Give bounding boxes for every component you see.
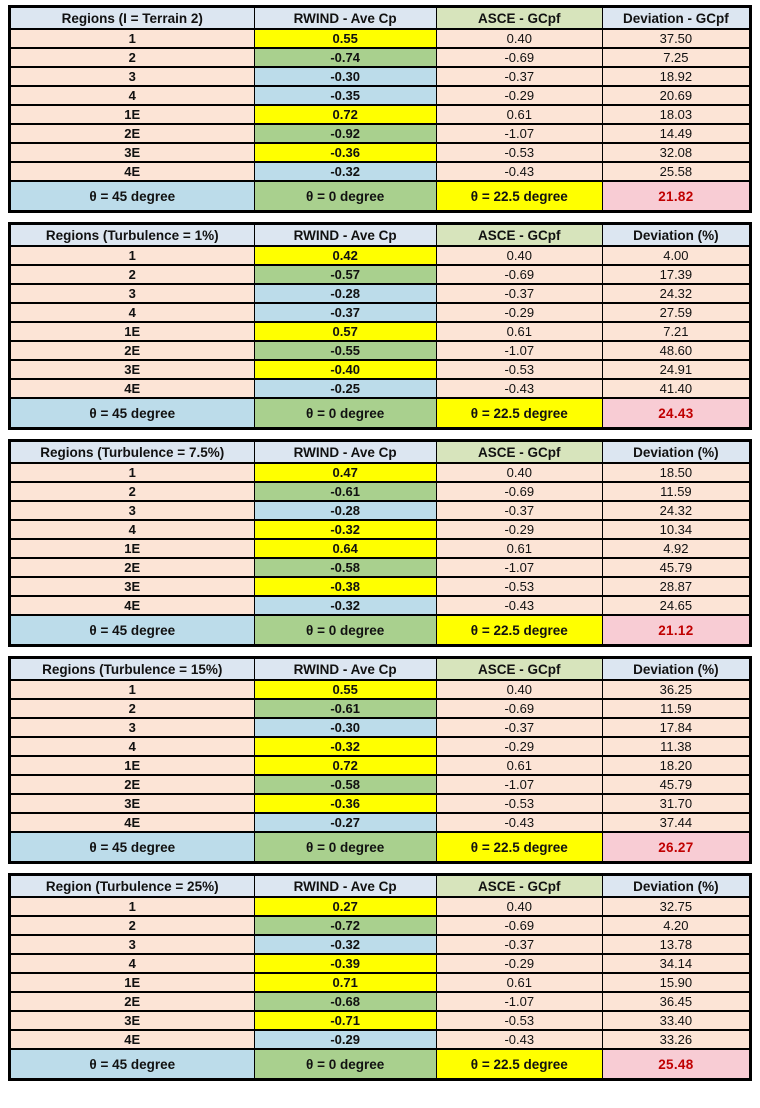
deviation-cell: 31.70 (602, 794, 750, 813)
table-row (10, 48, 751, 67)
rwind-column-header: RWIND - Ave Cp (254, 658, 436, 681)
table-row (10, 1011, 751, 1030)
rwind-cp-cell: -0.38 (254, 577, 436, 596)
region-cell: 4E (10, 162, 255, 181)
table-row (10, 360, 751, 379)
table-row (10, 680, 751, 699)
theta-0-degree-cell: θ = 0 degree (254, 181, 436, 212)
asce-gcpf-cell: -0.37 (436, 935, 602, 954)
deviation-cell: 18.20 (602, 756, 750, 775)
deviation-cell: 36.25 (602, 680, 750, 699)
asce-column-header: ASCE - GCpf (436, 658, 602, 681)
asce-gcpf-cell: -0.43 (436, 379, 602, 398)
table-row (10, 284, 751, 303)
table-row (10, 718, 751, 737)
rwind-cp-cell: -0.74 (254, 48, 436, 67)
table-row (10, 1030, 751, 1049)
table-row (10, 67, 751, 86)
regions-column-header: Regions (Turbulence = 15%) (10, 658, 255, 681)
theta-22-5-degree-cell: θ = 22.5 degree (436, 181, 602, 212)
theta-22-5-degree-cell: θ = 22.5 degree (436, 615, 602, 646)
asce-gcpf-cell: 0.61 (436, 105, 602, 124)
asce-gcpf-cell: -0.69 (436, 265, 602, 284)
asce-gcpf-cell: -0.29 (436, 954, 602, 973)
region-cell: 1 (10, 463, 255, 482)
table-row (10, 29, 751, 48)
cp-comparison-table-5 (8, 873, 752, 1081)
asce-gcpf-cell: 0.40 (436, 463, 602, 482)
asce-gcpf-cell: -0.69 (436, 699, 602, 718)
theta-0-degree-cell: θ = 0 degree (254, 832, 436, 863)
region-cell: 4E (10, 813, 255, 832)
region-cell: 4 (10, 737, 255, 756)
region-cell: 4E (10, 596, 255, 615)
asce-gcpf-cell: -0.53 (436, 577, 602, 596)
table-row (10, 246, 751, 265)
rwind-cp-cell: -0.27 (254, 813, 436, 832)
deviation-cell: 45.79 (602, 558, 750, 577)
asce-gcpf-cell: -0.43 (436, 596, 602, 615)
asce-gcpf-cell: -0.37 (436, 718, 602, 737)
asce-gcpf-cell: -1.07 (436, 558, 602, 577)
deviation-cell: 4.00 (602, 246, 750, 265)
cp-comparison-table-3 (8, 439, 752, 647)
theta-22-5-degree-cell: θ = 22.5 degree (436, 398, 602, 429)
region-cell: 2E (10, 341, 255, 360)
asce-gcpf-cell: -0.53 (436, 143, 602, 162)
asce-gcpf-cell: -0.53 (436, 360, 602, 379)
rwind-cp-cell: -0.28 (254, 284, 436, 303)
region-cell: 1E (10, 973, 255, 992)
table-row (10, 86, 751, 105)
asce-gcpf-cell: -0.29 (436, 737, 602, 756)
rwind-column-header: RWIND - Ave Cp (254, 875, 436, 898)
rwind-cp-cell: -0.35 (254, 86, 436, 105)
footer-row (10, 181, 751, 212)
table-row (10, 322, 751, 341)
asce-gcpf-cell: -0.43 (436, 1030, 602, 1049)
asce-gcpf-cell: -0.53 (436, 1011, 602, 1030)
deviation-cell: 36.45 (602, 992, 750, 1011)
rwind-cp-cell: -0.40 (254, 360, 436, 379)
footer-row (10, 1049, 751, 1080)
rwind-cp-cell: -0.92 (254, 124, 436, 143)
table-row (10, 737, 751, 756)
deviation-cell: 18.92 (602, 67, 750, 86)
asce-gcpf-cell: -0.43 (436, 813, 602, 832)
region-cell: 4 (10, 303, 255, 322)
region-cell: 3E (10, 794, 255, 813)
region-cell: 3 (10, 284, 255, 303)
region-cell: 3 (10, 501, 255, 520)
deviation-cell: 24.32 (602, 284, 750, 303)
rwind-cp-cell: -0.36 (254, 143, 436, 162)
theta-0-degree-cell: θ = 0 degree (254, 1049, 436, 1080)
asce-column-header: ASCE - GCpf (436, 441, 602, 464)
region-cell: 4 (10, 954, 255, 973)
header-row (10, 441, 751, 464)
asce-gcpf-cell: 0.40 (436, 897, 602, 916)
table-row (10, 973, 751, 992)
region-cell: 2 (10, 482, 255, 501)
theta-0-degree-cell: θ = 0 degree (254, 615, 436, 646)
deviation-cell: 48.60 (602, 341, 750, 360)
table-row (10, 596, 751, 615)
rwind-cp-cell: 0.42 (254, 246, 436, 265)
asce-gcpf-cell: 0.40 (436, 246, 602, 265)
regions-column-header: Regions (Turbulence = 7.5%) (10, 441, 255, 464)
theta-45-degree-cell: θ = 45 degree (10, 615, 255, 646)
asce-gcpf-cell: -1.07 (436, 124, 602, 143)
theta-45-degree-cell: θ = 45 degree (10, 832, 255, 863)
region-cell: 3E (10, 577, 255, 596)
rwind-column-header: RWIND - Ave Cp (254, 441, 436, 464)
deviation-column-header: Deviation (%) (602, 441, 750, 464)
deviation-cell: 28.87 (602, 577, 750, 596)
region-cell: 3E (10, 1011, 255, 1030)
cp-comparison-table-4 (8, 656, 752, 864)
asce-gcpf-cell: -0.69 (436, 482, 602, 501)
asce-gcpf-cell: -0.29 (436, 303, 602, 322)
asce-gcpf-cell: 0.40 (436, 680, 602, 699)
regions-column-header: Regions (Turbulence = 1%) (10, 224, 255, 247)
table-row (10, 954, 751, 973)
region-cell: 2 (10, 699, 255, 718)
region-cell: 2E (10, 558, 255, 577)
table-row (10, 775, 751, 794)
deviation-cell: 10.34 (602, 520, 750, 539)
rwind-cp-cell: -0.36 (254, 794, 436, 813)
deviation-column-header: Deviation (%) (602, 875, 750, 898)
table-row (10, 756, 751, 775)
rwind-cp-cell: -0.58 (254, 558, 436, 577)
table-row (10, 992, 751, 1011)
rwind-cp-cell: -0.61 (254, 699, 436, 718)
region-cell: 3E (10, 360, 255, 379)
asce-gcpf-cell: 0.61 (436, 539, 602, 558)
deviation-cell: 45.79 (602, 775, 750, 794)
deviation-cell: 15.90 (602, 973, 750, 992)
footer-row (10, 398, 751, 429)
theta-22-5-degree-cell: θ = 22.5 degree (436, 1049, 602, 1080)
region-cell: 4E (10, 379, 255, 398)
deviation-cell: 4.92 (602, 539, 750, 558)
rwind-cp-cell: -0.61 (254, 482, 436, 501)
deviation-cell: 41.40 (602, 379, 750, 398)
table-row (10, 341, 751, 360)
deviation-cell: 11.59 (602, 699, 750, 718)
deviation-cell: 33.40 (602, 1011, 750, 1030)
deviation-cell: 11.59 (602, 482, 750, 501)
regions-column-header: Regions (I = Terrain 2) (10, 7, 255, 30)
rwind-cp-cell: 0.57 (254, 322, 436, 341)
deviation-cell: 20.69 (602, 86, 750, 105)
asce-column-header: ASCE - GCpf (436, 875, 602, 898)
header-row (10, 224, 751, 247)
rwind-cp-cell: -0.55 (254, 341, 436, 360)
deviation-column-header: Deviation (%) (602, 658, 750, 681)
rwind-cp-cell: -0.71 (254, 1011, 436, 1030)
region-cell: 4 (10, 86, 255, 105)
footer-row (10, 615, 751, 646)
asce-gcpf-cell: -0.37 (436, 284, 602, 303)
rwind-cp-cell: 0.55 (254, 29, 436, 48)
table-row (10, 897, 751, 916)
header-row (10, 658, 751, 681)
deviation-cell: 11.38 (602, 737, 750, 756)
asce-gcpf-cell: 0.61 (436, 973, 602, 992)
asce-gcpf-cell: -0.69 (436, 48, 602, 67)
deviation-column-header: Deviation - GCpf (602, 7, 750, 30)
rwind-cp-cell: -0.30 (254, 67, 436, 86)
rwind-cp-cell: -0.57 (254, 265, 436, 284)
region-cell: 1 (10, 680, 255, 699)
theta-45-degree-cell: θ = 45 degree (10, 1049, 255, 1080)
deviation-cell: 7.21 (602, 322, 750, 341)
rwind-cp-cell: 0.72 (254, 756, 436, 775)
asce-gcpf-cell: -0.37 (436, 67, 602, 86)
cp-comparison-table-2 (8, 222, 752, 430)
footer-row (10, 832, 751, 863)
rwind-column-header: RWIND - Ave Cp (254, 7, 436, 30)
deviation-cell: 24.65 (602, 596, 750, 615)
rwind-cp-cell: -0.30 (254, 718, 436, 737)
region-cell: 2E (10, 775, 255, 794)
rwind-cp-cell: -0.32 (254, 596, 436, 615)
table-row (10, 303, 751, 322)
table-row (10, 501, 751, 520)
table-row (10, 699, 751, 718)
deviation-cell: 37.50 (602, 29, 750, 48)
region-cell: 3 (10, 935, 255, 954)
asce-gcpf-cell: -0.37 (436, 501, 602, 520)
rwind-cp-cell: -0.29 (254, 1030, 436, 1049)
region-cell: 3 (10, 67, 255, 86)
region-cell: 1E (10, 756, 255, 775)
theta-45-degree-cell: θ = 45 degree (10, 181, 255, 212)
regions-column-header: Region (Turbulence = 25%) (10, 875, 255, 898)
table-row (10, 105, 751, 124)
deviation-cell: 4.20 (602, 916, 750, 935)
asce-gcpf-cell: -0.29 (436, 520, 602, 539)
deviation-cell: 24.91 (602, 360, 750, 379)
cp-comparison-table-1 (8, 5, 752, 213)
rwind-cp-cell: 0.27 (254, 897, 436, 916)
table-row (10, 520, 751, 539)
table-row (10, 265, 751, 284)
asce-gcpf-cell: -0.53 (436, 794, 602, 813)
average-deviation-cell: 24.43 (602, 398, 750, 429)
average-deviation-cell: 21.82 (602, 181, 750, 212)
average-deviation-cell: 25.48 (602, 1049, 750, 1080)
rwind-cp-cell: -0.32 (254, 520, 436, 539)
region-cell: 1E (10, 322, 255, 341)
deviation-cell: 14.49 (602, 124, 750, 143)
rwind-cp-cell: -0.58 (254, 775, 436, 794)
average-deviation-cell: 26.27 (602, 832, 750, 863)
asce-gcpf-cell: 0.61 (436, 756, 602, 775)
region-cell: 2E (10, 992, 255, 1011)
average-deviation-cell: 21.12 (602, 615, 750, 646)
rwind-cp-cell: 0.71 (254, 973, 436, 992)
region-cell: 2 (10, 48, 255, 67)
region-cell: 2 (10, 265, 255, 284)
rwind-cp-cell: 0.72 (254, 105, 436, 124)
asce-gcpf-cell: -0.69 (436, 916, 602, 935)
region-cell: 1 (10, 29, 255, 48)
asce-gcpf-cell: -0.29 (436, 86, 602, 105)
deviation-cell: 13.78 (602, 935, 750, 954)
rwind-cp-cell: -0.68 (254, 992, 436, 1011)
deviation-cell: 27.59 (602, 303, 750, 322)
region-cell: 3 (10, 718, 255, 737)
region-cell: 3E (10, 143, 255, 162)
rwind-cp-cell: -0.39 (254, 954, 436, 973)
table-row (10, 577, 751, 596)
header-row (10, 7, 751, 30)
deviation-cell: 17.84 (602, 718, 750, 737)
region-cell: 4 (10, 520, 255, 539)
asce-gcpf-cell: -1.07 (436, 992, 602, 1011)
deviation-cell: 17.39 (602, 265, 750, 284)
rwind-cp-cell: -0.32 (254, 737, 436, 756)
rwind-cp-cell: -0.72 (254, 916, 436, 935)
deviation-cell: 34.14 (602, 954, 750, 973)
asce-column-header: ASCE - GCpf (436, 7, 602, 30)
asce-column-header: ASCE - GCpf (436, 224, 602, 247)
deviation-cell: 32.08 (602, 143, 750, 162)
theta-0-degree-cell: θ = 0 degree (254, 398, 436, 429)
rwind-cp-cell: 0.55 (254, 680, 436, 699)
rwind-cp-cell: 0.47 (254, 463, 436, 482)
header-row (10, 875, 751, 898)
rwind-cp-cell: -0.37 (254, 303, 436, 322)
table-row (10, 143, 751, 162)
region-cell: 2E (10, 124, 255, 143)
asce-gcpf-cell: 0.61 (436, 322, 602, 341)
table-row (10, 558, 751, 577)
rwind-cp-cell: -0.25 (254, 379, 436, 398)
table-row (10, 124, 751, 143)
table-row (10, 379, 751, 398)
deviation-cell: 18.50 (602, 463, 750, 482)
table-row (10, 794, 751, 813)
theta-45-degree-cell: θ = 45 degree (10, 398, 255, 429)
deviation-cell: 37.44 (602, 813, 750, 832)
region-cell: 4E (10, 1030, 255, 1049)
deviation-cell: 24.32 (602, 501, 750, 520)
table-row (10, 539, 751, 558)
table-row (10, 482, 751, 501)
theta-22-5-degree-cell: θ = 22.5 degree (436, 832, 602, 863)
rwind-cp-cell: -0.28 (254, 501, 436, 520)
table-row (10, 916, 751, 935)
region-cell: 1 (10, 897, 255, 916)
region-cell: 2 (10, 916, 255, 935)
asce-gcpf-cell: -1.07 (436, 775, 602, 794)
table-row (10, 162, 751, 181)
rwind-cp-cell: -0.32 (254, 935, 436, 954)
rwind-cp-cell: -0.32 (254, 162, 436, 181)
deviation-cell: 33.26 (602, 1030, 750, 1049)
rwind-column-header: RWIND - Ave Cp (254, 224, 436, 247)
region-cell: 1 (10, 246, 255, 265)
rwind-cp-cell: 0.64 (254, 539, 436, 558)
asce-gcpf-cell: -0.43 (436, 162, 602, 181)
deviation-cell: 18.03 (602, 105, 750, 124)
table-row (10, 813, 751, 832)
region-cell: 1E (10, 539, 255, 558)
region-cell: 1E (10, 105, 255, 124)
asce-gcpf-cell: 0.40 (436, 29, 602, 48)
table-row (10, 463, 751, 482)
table-row (10, 935, 751, 954)
deviation-cell: 7.25 (602, 48, 750, 67)
deviation-column-header: Deviation (%) (602, 224, 750, 247)
deviation-cell: 32.75 (602, 897, 750, 916)
deviation-cell: 25.58 (602, 162, 750, 181)
asce-gcpf-cell: -1.07 (436, 341, 602, 360)
